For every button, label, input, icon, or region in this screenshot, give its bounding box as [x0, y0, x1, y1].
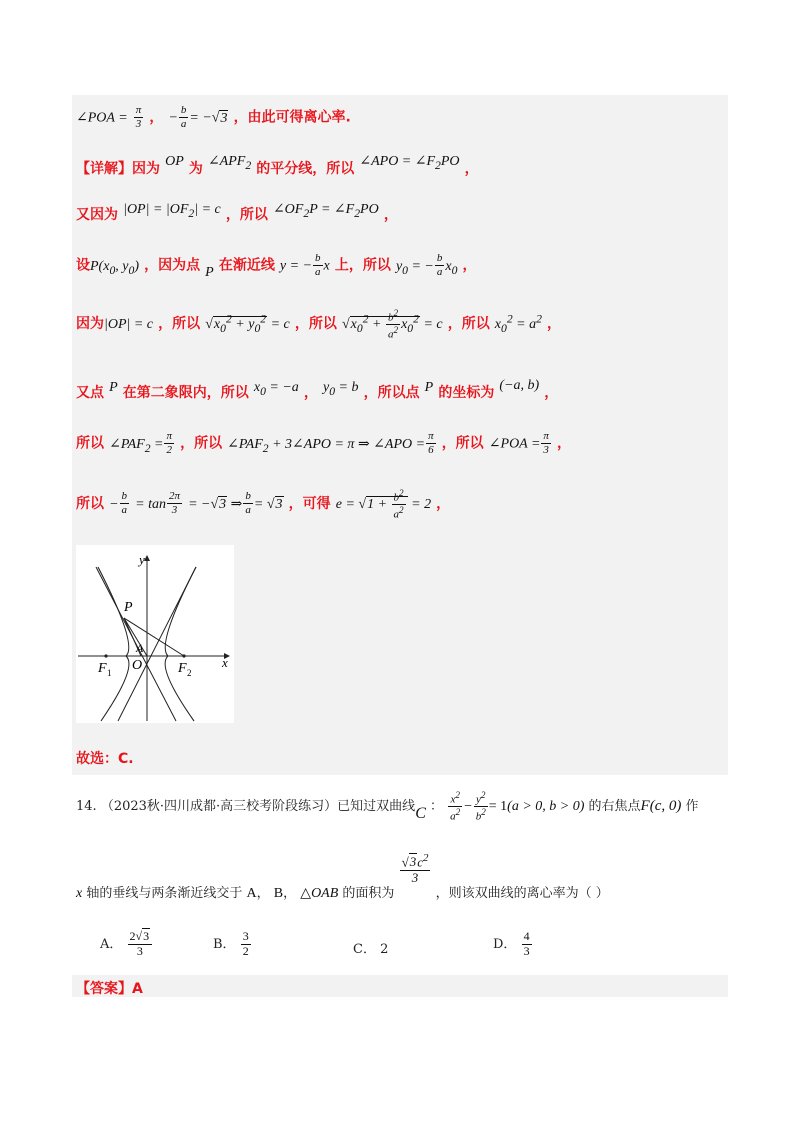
solution-line-8: 所以 − $\frac{b}{a}$ = tan $\frac{2\pi}{3}$ = −√3 ⇒ $\frac{b}{a}$ = √3 ，可得 e = √1 + $\frac{b^2}{a^2}$ = 2 ， — [76, 488, 451, 521]
option-A[interactable]: A． $\frac{2√3}{3}$ — [100, 930, 153, 959]
label-P: P — [124, 600, 133, 615]
answer-value: A — [132, 981, 143, 997]
question-source: （2023秋·四川成都·高三校考阶段练习）已知过双曲线 — [100, 799, 416, 815]
solution-line-4: 设$P(x_0$, $y_0$) ，因为点 P 在渐近线 y = − $\frac{b}{a}$ x 上，所以 $y_0$ = − $\frac{b}{a}$ $x_0$ ， — [76, 252, 477, 280]
solution-line-3: 又因为 $|OP| = |OF_2| = c$ ，所以 $\angle OF_2P$ = $\angle F_2PO$ ， — [76, 202, 398, 223]
answer-background — [72, 975, 728, 997]
solution-line-6: 又点 P 在第二象限内，所以 $x_0 = -a$ ， $y_0 = b$ ，所以点 P 的坐标为 (−a, b) ， — [76, 378, 559, 401]
hyperbola-figure — [76, 545, 234, 723]
answer-label: 【答案】 — [76, 981, 132, 997]
detail-label: 【详解】 — [76, 161, 132, 177]
label-x: x — [222, 655, 228, 670]
solution-line-1: ∠POA = $\frac{\pi}{3}$ ， − $\frac{b}{a}$ = −√3 ，由此可得离心率. — [76, 104, 351, 130]
label-F1-sub: 1 — [107, 668, 112, 678]
focus-F1 — [104, 654, 107, 657]
label-F1: F — [98, 661, 107, 676]
hyperbola-left-branch — [98, 567, 129, 721]
solution-line-5: 因为|OP| = c ，所以 $√x_0^2 + y_0^2 = c$ ，所以 $√x_0^2$ + $\frac{b^2}{a^2}$ $x_0^2 = c$ ，所以 $x_0^2 = a^2$ ， — [76, 308, 562, 341]
question-14-line-2: x 轴的垂线与两条渐近线交于 A， B， △OAB 的面积为 $\frac{√3c^2}{3}$ ，则该双曲线的离心率为（ ） — [76, 852, 609, 901]
hyperbola-diagram — [76, 545, 234, 723]
question-14-line-1: 14. （2023秋·四川成都·高三校考阶段练习）已知过双曲线C ： $\frac{x^2}{a^2}$ − $\frac{y^2}{b^2}$ = 1(a > 0, b > 0) 的右焦点F(c, 0) 作 — [76, 790, 699, 823]
answer-selection: 故选：C. — [76, 751, 134, 767]
option-D[interactable]: D． $\frac{4}{3}$ — [493, 929, 530, 958]
label-F2: F — [178, 661, 187, 676]
hyperbola-right-branch — [165, 567, 196, 721]
question-number: 14. — [76, 799, 97, 815]
label-A: A — [136, 641, 144, 655]
label-y: y — [139, 552, 145, 567]
solution-line-2: 【详解】因为 OP 为 $\angle APF_2$ 的平分线，所以 ∠APO = $\angle F_2PO$ ， — [76, 154, 479, 177]
focus-F2 — [182, 654, 185, 657]
answer-line — [76, 978, 143, 998]
option-C[interactable]: C． 2 — [353, 942, 389, 957]
label-F2-sub: 2 — [187, 668, 192, 678]
y-axis-arrow — [144, 555, 150, 561]
option-B[interactable]: B． $\frac{3}{2}$ — [213, 929, 249, 958]
solution-line-7: 所以 $\angle PAF_2$ = $\frac{\pi}{2}$ ，所以 $\angle PAF_2$ + 3∠APO = π ⇒ ∠APO = $\frac{\pi}{6}$ ，所以 ∠POA = $\frac{\pi}{3}$ ， — [76, 430, 572, 456]
label-O: O — [132, 658, 143, 673]
